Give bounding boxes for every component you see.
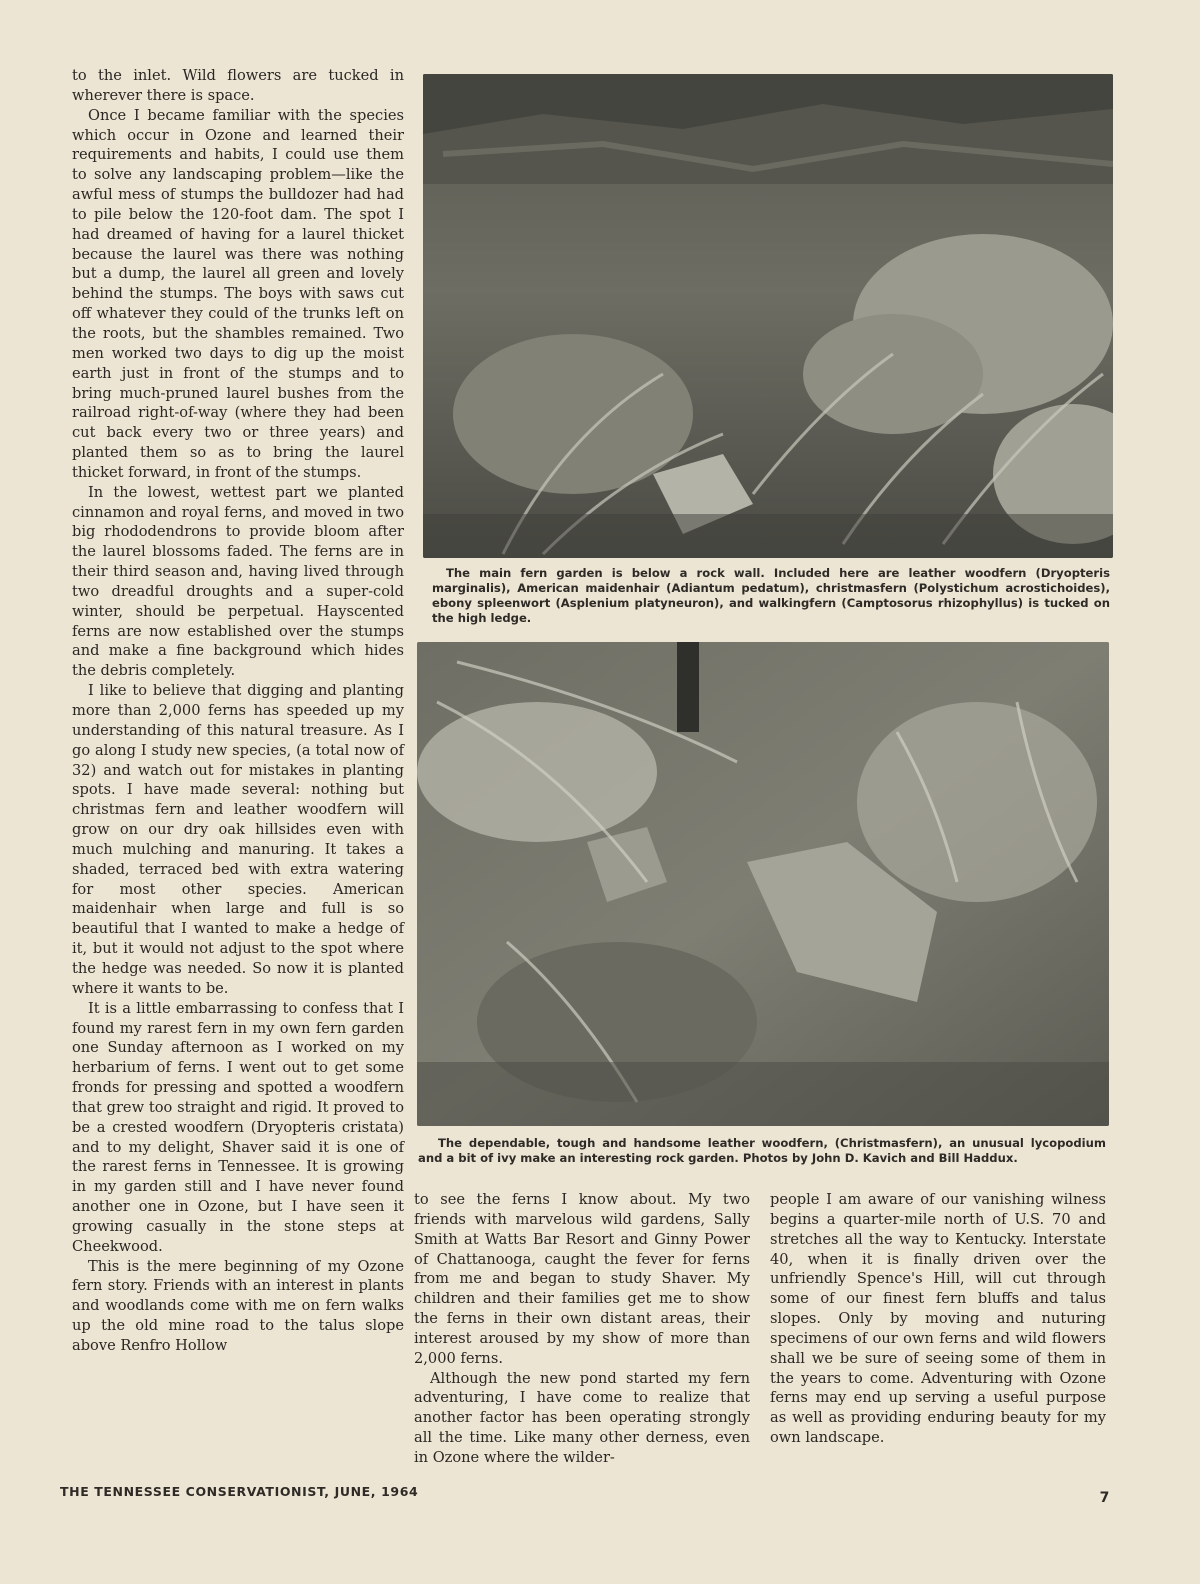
- fern-garden-rock-wall-photo: [423, 74, 1113, 558]
- photo-caption-1: The main fern garden is below a rock wall. Included here are leather woodfern (Dryopteris marginalis), American maidenhair (Adiantum pedatum), christmasfern (Polystichum acrostichoides), ebony spleenwort (Asplenium platyneuron), and walkingfern (Camptosorus rhizophyllus) is tucked on the high ledge.: [432, 566, 1110, 625]
- paragraph: to see the ferns I know about. My two friends with marvelous wild gardens, Sally Smith at Watts Bar Resort and Ginny Power of Chattanooga, caught the fever for ferns from me and began to study Shaver. My children and their families get me to show the ferns in their own distant areas, their interest aroused by my show of more than 2,000 ferns.: [414, 1191, 750, 1367]
- article-column-right: [770, 1190, 1106, 1448]
- fern-photo-icon: [417, 642, 1109, 1126]
- article-column-middle: [414, 1190, 750, 1468]
- page-footer: [60, 1484, 1110, 1506]
- photo-caption-2: The dependable, tough and handsome leather woodfern, (Christmasfern), an unusual lycopodium and a bit of ivy make an interesting rock garden. Photos by John D. Kavich and Bill Haddux.: [418, 1136, 1106, 1165]
- paragraph: In the lowest, wettest part we planted cinnamon and royal ferns, and moved in two big rhododendrons to provide bloom after the laurel blossoms faded. The ferns are in their third season and, having lived through two dreadful droughts and a super-cold winter, should be perpetual. Hayscented ferns are now established over the stumps and make a fine background which hides the debris completely.: [72, 483, 404, 680]
- leather-woodfern-rock-garden-photo: [417, 642, 1109, 1126]
- paragraph: This is the mere beginning of my Ozone fern story. Friends with an interest in plants and woodlands come with me on fern walks up the old mine road to the talus slope above Renfro Hollow: [72, 1257, 404, 1354]
- paragraph: I like to believe that digging and planting more than 2,000 ferns has speeded up my understanding of this natural treasure. As I go along I study new species, (a total now of 32) and watch out for mistakes in planting spots. I have made several: nothing but christmas fern and leather woodfern will grow on our dry oak hillsides even with much mulching and manuring. It takes a shaded, terraced bed with extra watering for most other species. American maidenhair when large and full is so beautiful that I wanted to make a hedge of it, but it would not adjust to the spot where the hedge was needed. So now it is planted where it wants to be.: [72, 682, 404, 997]
- paragraph: Although the new pond started my fern adventuring, I have come to realize that another factor has been operating strongly all the time. Like many other derness, even in Ozone where the wilder-: [414, 1369, 750, 1466]
- paragraph: people I am aware of our vanishing wilness begins a quarter-mile north of U.S. 70 and stretches all the way to Kentucky. Interstate 40, when it is finally driven over the unfriendly Spence's Hill, will cut through some of our finest fern bluffs and talus slopes. Only by moving and nuturing specimens of our own ferns and wild flowers shall we be sure of seeing some of them in the years to come. Adventuring with Ozone ferns may end up serving a useful purpose as well as providing enduring beauty for my own landscape.: [770, 1191, 1106, 1447]
- article-column-left: [72, 66, 404, 1356]
- page-number: 7: [1099, 1490, 1110, 1506]
- paragraph: to the inlet. Wild flowers are tucked in wherever there is space.: [72, 67, 404, 104]
- paragraph: It is a little embarrassing to confess that I found my rarest fern in my own fern garden one Sunday afternoon as I worked on my herbarium of ferns. I went out to get some fronds for pressing and spotted a woodfern that grew too straight and rigid. It proved to be a crested woodfern (Dryopteris cristata) and to my delight, Shaver said it is one of the rarest ferns in Tennessee. It is growing in my garden still and I have never found another one in Ozone, but I have seen it growing casually in the stone steps at Cheekwood.: [72, 999, 404, 1255]
- paragraph: Once I became familiar with the species which occur in Ozone and learned their requirements and habits, I could use them to solve any landscaping problem—like the awful mess of stumps the bulldozer had had to pile below the 120-foot dam. The spot I had dreamed of having for a laurel thicket because the laurel was there was nothing but a dump, the laurel all green and lovely behind the stumps. The boys with saws cut off whatever they could of the trunks left on the roots, but the shambles remained. Two men worked two days to dig up the moist earth just in front of the stumps and to bring much-pruned laurel bushes from the railroad right-of-way (where they had been cut back every two or three years) and planted them so as to bring the laurel thicket forward, in front of the stumps.: [72, 106, 404, 481]
- fern-photo-icon: [423, 74, 1113, 558]
- publication-title: THE TENNESSEE CONSERVATIONIST, JUNE, 1964: [60, 1484, 419, 1499]
